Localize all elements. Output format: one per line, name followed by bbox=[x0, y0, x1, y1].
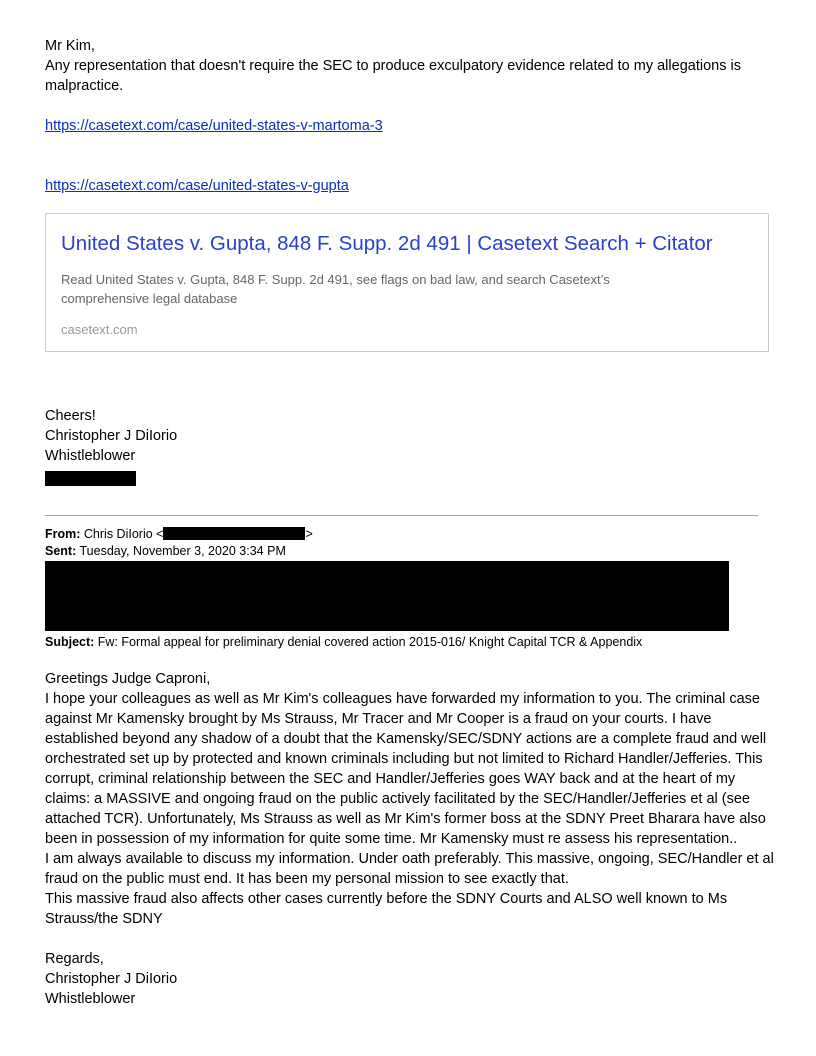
gupta-link[interactable]: https://casetext.com/case/united-states-v-gupta bbox=[45, 178, 349, 194]
sent-label: Sent: bbox=[45, 544, 77, 558]
preview-card-domain: casetext.com bbox=[61, 322, 138, 337]
subject-label: Subject: bbox=[45, 635, 95, 649]
subject-value: Fw: Formal appeal for preliminary denial covered action 2015-016/ Knight Capital TCR & Appendix bbox=[97, 635, 643, 649]
sent-value: Tuesday, November 3, 2020 3:34 PM bbox=[79, 544, 286, 558]
redaction-bar bbox=[45, 561, 729, 631]
redaction-bar bbox=[163, 527, 305, 540]
signature-closing: Cheers! bbox=[45, 408, 96, 424]
link-line-2 bbox=[45, 176, 775, 196]
link-line-1 bbox=[45, 116, 775, 136]
from-value: Chris DiIorio < bbox=[83, 527, 164, 541]
divider bbox=[45, 515, 758, 516]
message-paragraph-3: This massive fraud also affects other cases currently before the SDNY Courts and ALSO well known to Ms Strauss/the SDNY bbox=[45, 891, 728, 927]
link-preview-card[interactable] bbox=[45, 213, 769, 352]
from-label: From: bbox=[45, 527, 81, 541]
signature-title: Whistleblower bbox=[45, 991, 136, 1007]
from-line bbox=[45, 526, 313, 542]
subject-line bbox=[45, 634, 642, 650]
redaction-bar bbox=[45, 471, 136, 486]
martoma-link[interactable]: https://casetext.com/case/united-states-v-martoma-3 bbox=[45, 118, 383, 134]
signature-block-2 bbox=[45, 949, 775, 1009]
intro-paragraph: Any representation that doesn't require the SEC to produce exculpatory evidence related to my allegations is malpractice. bbox=[45, 58, 741, 94]
signature-name: Christopher J DiIorio bbox=[45, 428, 178, 444]
signature-closing: Regards, bbox=[45, 951, 104, 967]
signature-title: Whistleblower bbox=[45, 448, 136, 464]
message-greeting: Greetings Judge Caproni, bbox=[45, 671, 211, 687]
preview-card-description: Read United States v. Gupta, 848 F. Supp. 2d 491, see flags on bad law, and search Casetext’s comprehensive legal database bbox=[61, 272, 610, 306]
sent-line bbox=[45, 543, 286, 559]
email-intro bbox=[45, 36, 771, 96]
signature-name: Christopher J DiIorio bbox=[45, 971, 178, 987]
salutation: Mr Kim, bbox=[45, 38, 95, 54]
preview-card-title[interactable]: United States v. Gupta, 848 F. Supp. 2d 491 | Casetext Search + Citator bbox=[61, 232, 713, 255]
from-close: > bbox=[305, 527, 313, 541]
message-paragraph: I hope your colleagues as well as Mr Kim's colleagues have forwarded my information to you. The criminal case against Mr Kamensky brought by Ms Strauss, Mr Tracer and Mr Cooper is a fraud on your courts. I have established beyond any shadow of a doubt that the Kamensky/SEC/SDNY actions are a complete fraud and well orchestrated set up by protected and known criminals including but not limited to Richard Handler/Jefferies. This corrupt, criminal relationship between the SEC and Handler/Jefferies goes WAY back and at the heart of my claims: a MASSIVE and ongoing fraud on the public actively facilitated by the SEC/Handler/Jefferies et al (see attached TCR). Unfortunately, Ms Strauss as well as Mr Kim's former boss at the SDNY Preet Bharara have also been in possession of my information for quite some time. Mr Kamensky must re assess his representation.. bbox=[45, 691, 767, 847]
signature-block-1 bbox=[45, 406, 775, 466]
message-body bbox=[45, 669, 775, 929]
message-paragraph-2: I am always available to discuss my information. Under oath preferably. This massive, ongoing, SEC/Handler et al fraud on the public must end. It has been my personal mission to see exactly that. bbox=[45, 851, 774, 887]
